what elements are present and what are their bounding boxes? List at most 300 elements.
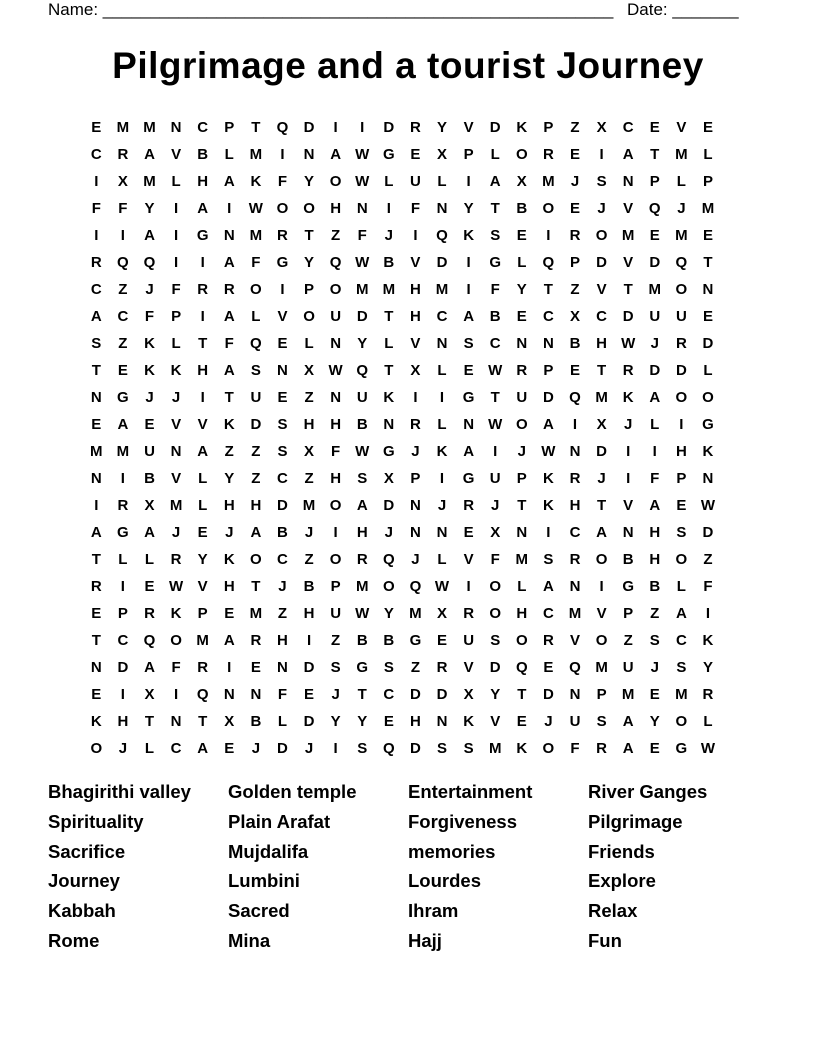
grid-letter: T — [91, 362, 101, 379]
grid-letter: D — [622, 308, 634, 325]
grid-letter: E — [649, 740, 660, 757]
grid-letter: T — [623, 281, 633, 298]
grid-letter: M — [568, 605, 582, 622]
grid-letter: L — [517, 254, 527, 271]
grid-letter: I — [679, 416, 684, 433]
grid-letter: M — [595, 389, 608, 406]
grid-letter: Z — [650, 605, 660, 622]
grid-letter: M — [249, 227, 263, 244]
grid-letter: A — [90, 524, 102, 541]
grid-letter: E — [463, 524, 474, 541]
grid-letter: Z — [331, 632, 341, 649]
grid-letter: T — [384, 362, 394, 379]
grid-letter: M — [302, 497, 316, 514]
grid-letter: O — [489, 605, 502, 622]
grid-letter: F — [490, 551, 500, 568]
grid-letter: T — [357, 686, 367, 703]
grid-letter: H — [330, 416, 342, 433]
grid-letter: G — [382, 146, 395, 163]
grid-letter: E — [463, 362, 474, 379]
grid-letter: X — [304, 362, 315, 379]
grid-letter: T — [650, 146, 660, 163]
grid-letter: H — [516, 605, 528, 622]
grid-letter: A — [223, 362, 235, 379]
word-list-item: Relax — [588, 900, 638, 922]
grid-letter: U — [489, 470, 501, 487]
grid-letter: E — [383, 713, 394, 730]
grid-letter: S — [490, 632, 501, 649]
grid-letter: G — [356, 659, 369, 676]
grid-letter: E — [543, 659, 554, 676]
word-list-item: Rome — [48, 929, 100, 951]
grid-letter: I — [466, 578, 471, 595]
grid-letter: R — [463, 497, 475, 514]
grid-letter: U — [144, 443, 155, 460]
grid-letter: T — [490, 200, 500, 217]
grid-letter: Q — [196, 686, 209, 703]
grid-letter: O — [595, 551, 608, 568]
grid-letter: Q — [356, 362, 369, 379]
grid-letter: I — [413, 227, 418, 244]
grid-letter: I — [94, 173, 99, 190]
grid-letter: P — [569, 254, 580, 271]
grid-letter: I — [439, 389, 445, 406]
grid-letter: U — [330, 308, 342, 325]
word-list-item: Kabbah — [48, 900, 116, 922]
grid-letter: H — [197, 362, 209, 379]
grid-letter: T — [596, 362, 607, 379]
grid-letter: N — [90, 659, 102, 676]
grid-letter: L — [304, 335, 314, 352]
grid-letter: Q — [276, 119, 289, 136]
grid-letter: M — [116, 443, 130, 460]
grid-letter: R — [117, 146, 129, 163]
grid-letter: L — [703, 713, 713, 730]
grid-letter: N — [702, 281, 714, 298]
grid-letter: C — [170, 740, 182, 757]
grid-letter: D — [277, 497, 288, 514]
grid-letter: L — [703, 146, 713, 163]
grid-letter: M — [621, 686, 635, 703]
grid-letter: J — [145, 389, 154, 406]
grid-letter: Y — [304, 173, 315, 190]
grid-letter: I — [466, 254, 471, 271]
grid-letter: D — [356, 308, 368, 325]
grid-letter: G — [675, 740, 688, 757]
grid-letter: L — [198, 497, 208, 514]
grid-letter: I — [227, 659, 232, 676]
grid-letter: N — [330, 335, 342, 352]
grid-letter: J — [437, 497, 447, 514]
grid-letter: I — [626, 443, 631, 460]
grid-letter: N — [436, 200, 448, 217]
grid-letter: X — [383, 470, 394, 487]
grid-letter: L — [144, 740, 155, 757]
grid-letter: G — [196, 227, 209, 244]
grid-letter: A — [197, 443, 209, 460]
grid-letter: O — [595, 227, 608, 244]
grid-letter: B — [356, 416, 368, 433]
grid-letter: H — [410, 308, 421, 325]
grid-letter: D — [702, 524, 714, 541]
grid-letter: U — [250, 389, 262, 406]
grid-letter: F — [224, 335, 234, 352]
grid-letter: M — [143, 119, 156, 136]
grid-letter: S — [596, 173, 607, 190]
grid-letter: O — [329, 281, 342, 298]
grid-letter: I — [493, 443, 498, 460]
grid-letter: G — [117, 389, 129, 406]
grid-letter: K — [542, 497, 554, 514]
grid-letter: X — [117, 173, 128, 190]
grid-letter: R — [675, 335, 687, 352]
grid-letter: W — [328, 362, 343, 379]
grid-letter: Y — [463, 200, 474, 217]
grid-letter: K — [702, 443, 714, 460]
grid-letter: H — [410, 281, 421, 298]
grid-letter: L — [251, 308, 261, 325]
grid-letter: D — [410, 740, 421, 757]
grid-letter: Y — [649, 713, 660, 730]
grid-letter: F — [410, 200, 420, 217]
grid-letter: D — [649, 254, 661, 271]
grid-letter: E — [410, 146, 421, 163]
grid-letter: G — [409, 632, 422, 649]
grid-letter: R — [356, 551, 368, 568]
grid-letter: P — [197, 605, 208, 622]
grid-letter: H — [649, 524, 661, 541]
grid-letter: M — [435, 281, 449, 298]
grid-letter: D — [675, 362, 687, 379]
grid-letter: T — [490, 389, 500, 406]
grid-letter: G — [489, 254, 502, 271]
grid-letter: F — [91, 200, 101, 217]
grid-letter: I — [120, 227, 125, 244]
grid-letter: D — [303, 659, 315, 676]
grid-letter: M — [621, 227, 635, 244]
grid-letter: A — [330, 146, 342, 163]
grid-letter: C — [489, 335, 501, 352]
grid-letter: L — [144, 551, 155, 568]
grid-letter: M — [116, 119, 130, 136]
grid-letter: P — [649, 173, 660, 190]
grid-letter: V — [277, 308, 288, 325]
grid-letter: E — [649, 227, 660, 244]
grid-letter: A — [144, 146, 155, 163]
grid-letter: C — [383, 686, 395, 703]
grid-letter: O — [675, 389, 688, 406]
grid-letter: F — [251, 254, 261, 271]
grid-letter: N — [170, 119, 182, 136]
grid-letter: M — [515, 551, 529, 568]
grid-letter: T — [304, 227, 314, 244]
grid-letter: K — [250, 173, 262, 190]
grid-letter: M — [355, 578, 369, 595]
grid-letter: M — [409, 605, 422, 622]
grid-letter: F — [703, 578, 713, 595]
word-list-item: Mina — [228, 929, 271, 951]
grid-letter: M — [648, 281, 662, 298]
grid-letter: L — [198, 470, 208, 487]
grid-letter: S — [330, 659, 341, 676]
grid-letter: R — [569, 227, 581, 244]
grid-letter: R — [170, 551, 182, 568]
grid-letter: N — [622, 524, 634, 541]
grid-letter: L — [490, 146, 500, 163]
grid-letter: I — [280, 281, 285, 298]
grid-letter: C — [197, 119, 209, 136]
grid-letter: E — [437, 632, 448, 649]
grid-letter: H — [675, 443, 687, 460]
word-list-item: Entertainment — [408, 781, 533, 802]
grid-letter: Z — [304, 551, 314, 568]
grid-letter: A — [197, 740, 209, 757]
grid-letter: G — [117, 524, 129, 541]
grid-letter: R — [542, 146, 554, 163]
grid-letter: J — [145, 281, 154, 298]
grid-letter: A — [675, 605, 687, 622]
grid-letter: M — [249, 605, 263, 622]
grid-letter: U — [622, 659, 634, 676]
grid-letter: R — [250, 632, 262, 649]
grid-letter: R — [144, 605, 155, 622]
grid-letter: R — [90, 254, 102, 271]
grid-letter: E — [91, 686, 102, 703]
grid-letter: R — [90, 578, 102, 595]
grid-letter: O — [329, 173, 342, 190]
grid-letter: J — [491, 497, 500, 514]
grid-letter: Z — [118, 335, 128, 352]
grid-letter: W — [355, 146, 370, 163]
grid-letter: L — [703, 362, 713, 379]
grid-letter: A — [223, 173, 235, 190]
grid-letter: A — [622, 146, 634, 163]
grid-letter: E — [304, 686, 315, 703]
grid-letter: S — [543, 551, 554, 568]
grid-letter: H — [303, 605, 315, 622]
grid-letter: K — [144, 335, 155, 352]
grid-letter: P — [543, 362, 554, 379]
grid-letter: Z — [118, 281, 128, 298]
grid-letter: C — [117, 632, 129, 649]
grid-letter: F — [357, 227, 367, 244]
grid-letter: A — [622, 713, 634, 730]
grid-letter: Y — [330, 713, 341, 730]
grid-letter: Y — [437, 119, 448, 136]
grid-letter: I — [333, 740, 338, 757]
grid-letter: I — [94, 227, 99, 244]
grid-letter: S — [676, 524, 687, 541]
grid-letter: O — [515, 416, 528, 433]
grid-letter: D — [489, 659, 501, 676]
grid-letter: B — [250, 713, 262, 730]
grid-letter: P — [330, 578, 341, 595]
grid-letter: X — [463, 686, 474, 703]
grid-letter: N — [410, 524, 421, 541]
grid-letter: J — [171, 524, 181, 541]
grid-letter: N — [277, 362, 288, 379]
grid-letter: U — [569, 713, 581, 730]
grid-letter: O — [90, 740, 103, 757]
grid-letter: E — [277, 335, 288, 352]
grid-letter: I — [333, 524, 338, 541]
grid-letter: D — [117, 659, 129, 676]
grid-letter: V — [623, 200, 634, 217]
grid-letter: S — [277, 416, 288, 433]
grid-letter: P — [224, 119, 235, 136]
grid-letter: S — [490, 227, 501, 244]
grid-letter: T — [251, 119, 261, 136]
grid-letter: Z — [304, 470, 314, 487]
grid-letter: I — [599, 146, 604, 163]
grid-letter: D — [303, 119, 315, 136]
grid-letter: V — [596, 281, 607, 298]
grid-letter: D — [596, 443, 607, 460]
grid-letter: W — [248, 200, 263, 217]
grid-letter: Q — [436, 227, 448, 244]
grid-letter: A — [463, 308, 475, 325]
grid-letter: L — [277, 713, 288, 730]
grid-letter: E — [224, 740, 235, 757]
grid-letter: D — [649, 362, 661, 379]
grid-letter: Z — [703, 551, 713, 568]
grid-letter: E — [516, 227, 527, 244]
grid-letter: S — [383, 659, 394, 676]
grid-letter: A — [489, 173, 501, 190]
grid-letter: N — [702, 470, 714, 487]
grid-letter: I — [280, 146, 285, 163]
grid-letter: W — [355, 173, 370, 190]
grid-letter: I — [120, 686, 125, 703]
grid-letter: J — [304, 524, 314, 541]
grid-letter: R — [410, 119, 421, 136]
grid-letter: P — [410, 470, 421, 487]
grid-letter: N — [436, 335, 448, 352]
grid-letter: F — [171, 659, 181, 676]
grid-letter: X — [144, 497, 155, 514]
grid-letter: S — [91, 335, 102, 352]
grid-letter: M — [169, 497, 183, 514]
grid-letter: T — [517, 686, 527, 703]
grid-letter: J — [544, 713, 553, 730]
grid-letter: O — [250, 281, 262, 298]
grid-letter: V — [596, 605, 607, 622]
grid-letter: A — [144, 659, 155, 676]
grid-letter: N — [223, 227, 235, 244]
word-list-item: Hajj — [408, 929, 442, 951]
grid-letter: L — [650, 416, 660, 433]
grid-letter: X — [516, 173, 527, 190]
grid-letter: J — [597, 470, 606, 487]
grid-letter: C — [596, 308, 607, 325]
grid-letter: Z — [277, 605, 288, 622]
grid-letter: T — [224, 389, 234, 406]
grid-letter: X — [144, 686, 155, 703]
word-list-item: Sacrifice — [48, 840, 126, 862]
grid-letter: W — [434, 578, 450, 595]
grid-letter: V — [171, 470, 182, 487]
grid-letter: D — [277, 740, 288, 757]
grid-letter: V — [676, 119, 687, 136]
grid-letter: R — [436, 659, 448, 676]
grid-letter: T — [517, 497, 527, 514]
grid-letter: F — [144, 308, 155, 325]
word-list — [48, 780, 768, 959]
grid-letter: N — [250, 686, 262, 703]
word-list-item: Plain Arafat — [228, 810, 331, 832]
grid-letter: U — [330, 605, 342, 622]
grid-letter: N — [383, 416, 395, 433]
grid-letter: G — [276, 254, 289, 271]
grid-letter: Q — [143, 632, 156, 649]
grid-letter: R — [277, 227, 288, 244]
grid-letter: O — [515, 146, 528, 163]
grid-letter: Z — [331, 227, 341, 244]
grid-letter: J — [118, 740, 128, 757]
grid-letter: E — [569, 362, 580, 379]
word-list-item: Explore — [588, 870, 656, 892]
grid-letter: B — [383, 632, 395, 649]
grid-letter: O — [329, 551, 342, 568]
grid-letter: O — [515, 632, 528, 649]
grid-letter: N — [277, 659, 288, 676]
grid-letter: I — [546, 227, 551, 244]
grid-letter: E — [702, 227, 713, 244]
grid-letter: V — [463, 659, 474, 676]
grid-letter: L — [517, 578, 527, 595]
grid-letter: V — [623, 254, 634, 271]
grid-letter: K — [463, 227, 475, 244]
grid-letter: E — [702, 119, 713, 136]
grid-letter: J — [597, 200, 606, 217]
grid-letter: K — [702, 632, 714, 649]
grid-letter: U — [463, 632, 475, 649]
word-list-item: River Ganges — [588, 781, 708, 802]
word-list-item: Pilgrimage — [588, 810, 683, 832]
grid-letter: X — [224, 713, 235, 730]
grid-letter: L — [171, 335, 181, 352]
grid-letter: A — [250, 524, 262, 541]
name-field-label: Name: ______________________________________________________ — [48, 0, 614, 19]
grid-letter: N — [436, 524, 448, 541]
grid-letter: D — [303, 713, 315, 730]
grid-letter: H — [223, 497, 235, 514]
grid-letter: E — [91, 416, 102, 433]
grid-letter: W — [700, 497, 716, 514]
grid-letter: H — [330, 470, 342, 487]
grid-letter: E — [197, 524, 208, 541]
grid-letter: X — [437, 146, 448, 163]
grid-letter: V — [171, 146, 182, 163]
grid-letter: V — [410, 254, 421, 271]
grid-letter: E — [569, 200, 580, 217]
grid-letter: A — [197, 200, 209, 217]
grid-letter: C — [436, 308, 448, 325]
grid-letter: Q — [143, 254, 156, 271]
grid-letter: O — [303, 200, 315, 217]
grid-letter: O — [675, 281, 688, 298]
grid-letter: I — [599, 578, 604, 595]
grid-letter: N — [170, 713, 182, 730]
grid-letter: S — [649, 632, 660, 649]
grid-letter: I — [439, 470, 445, 487]
word-list-item: Golden temple — [228, 781, 357, 802]
grid-letter: N — [569, 443, 581, 460]
grid-letter: B — [277, 524, 288, 541]
grid-letter: M — [542, 173, 555, 190]
grid-letter: Y — [144, 200, 155, 217]
grid-letter: O — [702, 389, 714, 406]
